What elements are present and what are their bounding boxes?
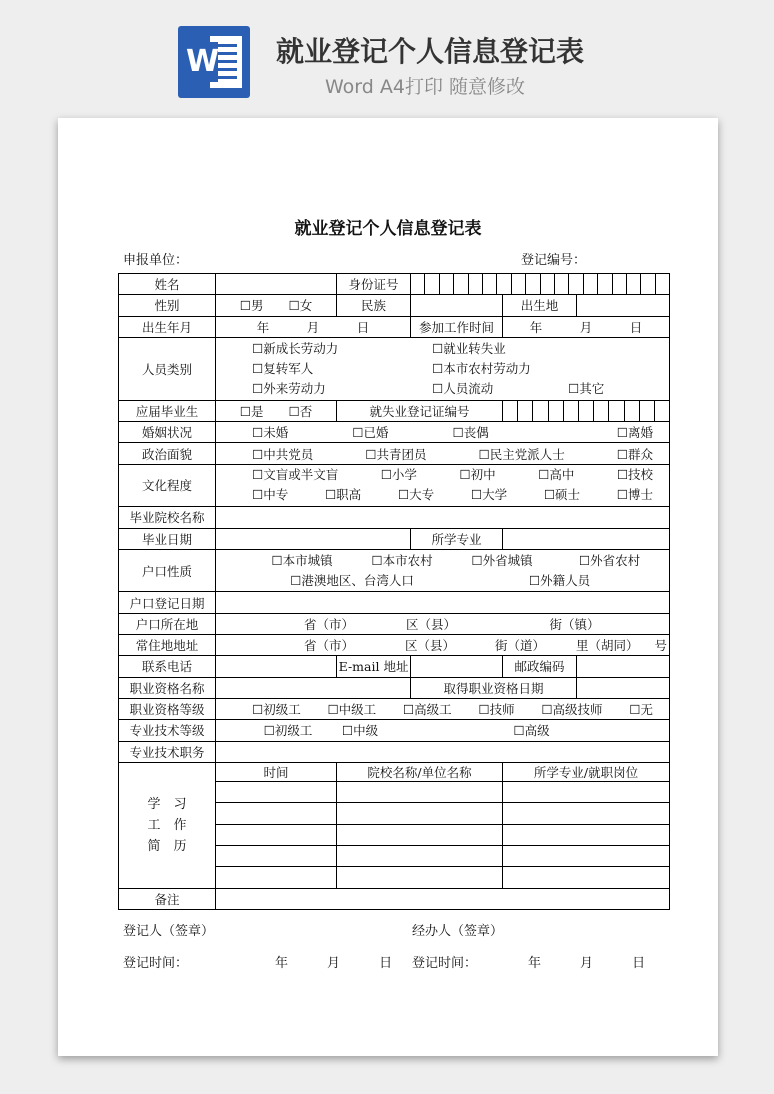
header-subtitle: Word A4打印 随意修改 — [325, 76, 526, 98]
history-cell[interactable] — [216, 803, 337, 824]
hukou-type-label: 户口性质 — [119, 549, 216, 592]
page-header — [0, 0, 774, 110]
applicant-unit-label: 申报单位： — [123, 253, 189, 268]
marital-status-label: 婚姻状况 — [119, 422, 216, 443]
education-label: 文化程度 — [119, 464, 216, 507]
fresh-graduate-options[interactable]: ☐是 ☐否 — [216, 400, 337, 421]
hukou-date-label: 户口登记日期 — [119, 592, 216, 613]
handler-signature-label: 经办人（签章） — [412, 924, 504, 939]
political-status-options[interactable]: ☐中共党员 ☐共青团员 ☐民主党派人士 ☐群众 — [216, 443, 670, 464]
history-cell[interactable] — [337, 845, 503, 866]
id-number-label: 身份证号 — [337, 274, 411, 295]
history-col-time: 时间 — [216, 762, 337, 781]
history-cell[interactable] — [216, 867, 337, 888]
work-start-field[interactable]: 年 月 日 — [503, 316, 670, 337]
gender-options[interactable] — [216, 295, 337, 316]
name-label: 姓名 — [119, 274, 216, 295]
marital-status-options[interactable]: ☐未婚 ☐已婚 ☐丧偶 ☐离婚 — [216, 422, 670, 443]
person-type-label: 人员类别 — [119, 337, 216, 400]
registration-number-label: 登记编号： — [521, 253, 587, 268]
qualification-level-label: 职业资格等级 — [119, 698, 216, 719]
birth-date-field[interactable]: 年 月 日 — [216, 316, 411, 337]
major-label: 所学专业 — [411, 528, 503, 549]
political-status-label: 政治面貌 — [119, 443, 216, 464]
person-type-options[interactable]: ☐新成长劳动力 ☐就业转失业 ☐复转军人 ☐本市农村劳动力 ☐外来劳动力 ☐人员流动 ☐其它 — [216, 337, 670, 400]
handler-time-label: 登记时间： — [412, 956, 478, 971]
birthplace-label: 出生地 — [503, 295, 577, 316]
registrant-signature-label: 登记人（签章） — [123, 924, 215, 939]
history-cell[interactable] — [337, 824, 503, 845]
tech-post-label: 专业技术职务 — [119, 741, 216, 762]
history-cell[interactable] — [503, 824, 670, 845]
remark-label: 备注 — [119, 888, 216, 909]
residence-address-field[interactable]: 省（市） 区（县） 街（道） 里（胡同） 号 — [216, 635, 670, 656]
hukou-address-label: 户口所在地 — [119, 613, 216, 634]
fresh-graduate-label: 应届毕业生 — [119, 400, 216, 421]
history-cell[interactable] — [503, 803, 670, 824]
tech-level-label: 专业技术等级 — [119, 720, 216, 741]
birth-date-label: 出生年月 — [119, 316, 216, 337]
history-cell[interactable] — [337, 867, 503, 888]
history-cell[interactable] — [503, 845, 670, 866]
history-label: 学 习 工 作 简 历 — [119, 762, 216, 888]
tech-level-options[interactable]: ☐初级工 ☐中级 ☐高级 — [216, 720, 670, 741]
name-field[interactable] — [216, 274, 337, 295]
female-checkbox[interactable]: ☐女 — [288, 298, 313, 314]
history-cell[interactable] — [337, 803, 503, 824]
school-name-field[interactable] — [216, 507, 670, 528]
graduation-date-field[interactable] — [216, 528, 411, 549]
history-cell[interactable] — [503, 867, 670, 888]
male-checkbox[interactable]: ☐男 — [239, 298, 264, 314]
graduation-date-label: 毕业日期 — [119, 528, 216, 549]
qualification-name-label: 职业资格名称 — [119, 677, 216, 698]
history-col-major-post: 所学专业/就职岗位 — [503, 762, 670, 781]
unemployment-cert-label: 就失业登记证编号 — [337, 400, 503, 421]
qualification-date-label: 取得职业资格日期 — [411, 677, 577, 698]
education-options[interactable]: ☐文盲或半文盲 ☐小学 ☐初中 ☐高中 ☐技校 ☐中专 ☐职高 ☐大专 ☐大学 ☐硕士 ☐博士 — [216, 464, 670, 507]
id-number-boxes[interactable] — [411, 274, 670, 295]
phone-field[interactable] — [216, 656, 337, 677]
hukou-type-options[interactable]: ☐本市城镇 ☐本市农村 ☐外省城镇 ☐外省农村 ☐港澳地区、台湾人口 ☐外籍人员 — [216, 549, 670, 592]
email-label: E-mail 地址 — [337, 656, 411, 677]
history-col-institution: 院校名称/单位名称 — [337, 762, 503, 781]
history-cell[interactable] — [216, 845, 337, 866]
postcode-field[interactable] — [577, 656, 670, 677]
unemployment-cert-boxes[interactable] — [503, 400, 670, 421]
birthplace-field[interactable] — [577, 295, 670, 316]
word-icon: W — [178, 26, 250, 98]
ethnicity-label: 民族 — [337, 295, 411, 316]
registration-form-table — [118, 273, 670, 910]
phone-label: 联系电话 — [119, 656, 216, 677]
work-start-label: 参加工作时间 — [411, 316, 503, 337]
history-cell[interactable] — [216, 824, 337, 845]
header-title: 就业登记个人信息登记表 — [276, 35, 585, 68]
qualification-level-options[interactable]: ☐初级工 ☐中级工 ☐高级工 ☐技师 ☐高级技师 ☐无 — [216, 698, 670, 719]
remark-field[interactable] — [216, 888, 670, 909]
qualification-date-field[interactable] — [577, 677, 670, 698]
email-field[interactable] — [411, 656, 503, 677]
postcode-label: 邮政编码 — [503, 656, 577, 677]
tech-post-field[interactable] — [216, 741, 670, 762]
handler-date: 年 月 日 — [528, 956, 646, 971]
history-cell[interactable] — [503, 782, 670, 803]
residence-address-label: 常住地地址 — [119, 635, 216, 656]
document-page — [58, 118, 718, 1056]
qualification-name-field[interactable] — [216, 677, 411, 698]
document-title: 就业登记个人信息登记表 — [294, 219, 482, 239]
history-cell[interactable] — [337, 782, 503, 803]
hukou-date-field[interactable] — [216, 592, 670, 613]
history-cell[interactable] — [216, 782, 337, 803]
major-field[interactable] — [503, 528, 670, 549]
ethnicity-field[interactable] — [411, 295, 503, 316]
gender-label: 性别 — [119, 295, 216, 316]
registrant-time-label: 登记时间： — [123, 956, 189, 971]
school-name-label: 毕业院校名称 — [119, 507, 216, 528]
hukou-address-field[interactable]: 省（市） 区（县） 街（镇） — [216, 613, 670, 634]
registrant-date: 年 月 日 — [275, 956, 393, 971]
